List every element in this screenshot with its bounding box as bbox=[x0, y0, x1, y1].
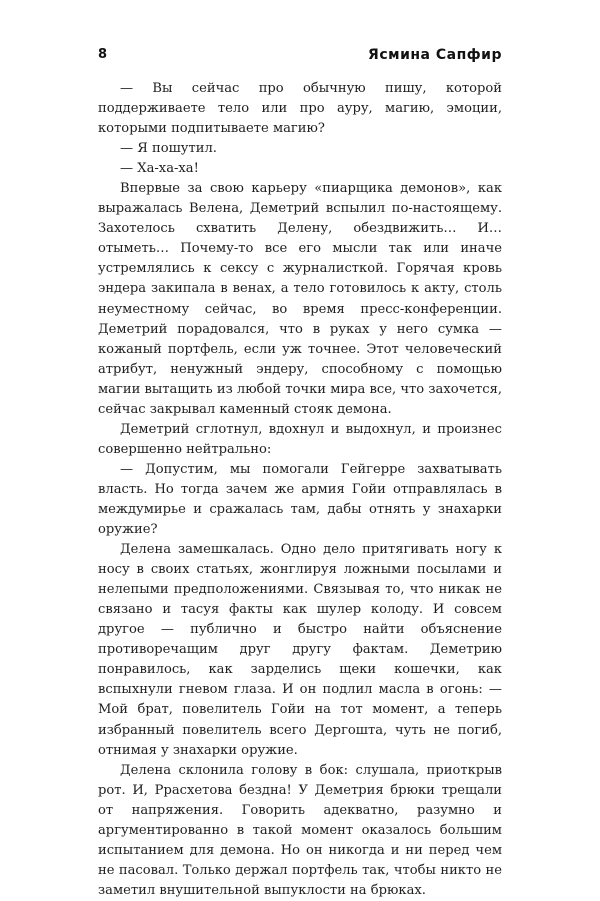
paragraph: Деметрий сглотнул, вдохнул и выдохнул, и произнес совершенно нейтрально: bbox=[98, 421, 502, 457]
page-header bbox=[98, 47, 502, 67]
body-text bbox=[98, 79, 502, 901]
paragraph: — Я пошутил. bbox=[120, 141, 217, 157]
paragraph: — Ха-ха-ха! bbox=[120, 161, 199, 177]
paragraph: — Допустим, мы помогали Гейгерре захватывать власть. Но тогда зачем же армия Гойи отправлялась в междумирье и сражалась там, дабы отнять у знахарки оружие? bbox=[98, 461, 502, 538]
running-title: Ясмина Сапфир bbox=[368, 47, 502, 63]
paragraph: Делена замешкалась. Одно дело притягивать ногу к носу в своих статьях, жонглируя ложными посылами и нелепыми предположениями. Связывая то, что никак не связано и тасуя факты как шулер колоду. И совсем другое — публично и быстро найти объяснение противоречащим друг другу фактам. Деметрию понравилось, как зарделись щеки кошечки, как вспыхнули гневом глаза. И он подлил масла в огонь: — Мой брат, повелитель Гойи на тот момент, а теперь избранный повелитель всего Дергошта, чуть не погиб, отнимая у знахарки оружие. bbox=[98, 542, 502, 758]
paragraph: Впервые за свою карьеру «пиарщика демонов», как выражалась Велена, Деметрий вспылил по-настоящему. Захотелось схватить Делену, обездвижить… И… отыметь… Почему-то все его мысли так или иначе устремлялись к сексу с журналисткой. Горячая кровь эндера закипала в венах, а тело готовилось к акту, столь неуместному сейчас, во время пресс-конференции. Деметрий порадовался, что в руках у него сумка — кожаный портфель, если уж точнее. Этот человеческий атрибут, ненужный эндеру, способному с помощью магии вытащить из любой точки мира все, что захочется, сейчас закрывал каменный стояк демона. bbox=[98, 181, 502, 417]
paragraph: Делена склонила голову в бок: слушала, приоткрыв рот. И, Ррасхетова бездна! У Деметрия брюки трещали от напряжения. Говорить адекватно, разумно и аргументированно в такой момент оказалось большим испытанием для демона. Но он никогда и ни перед чем не пасовал. Только держал портфель так, чтобы никто не заметил внушительной выпуклости на брюках. bbox=[98, 762, 502, 898]
page-number: 8 bbox=[98, 47, 108, 62]
paragraph: — Вы сейчас про обычную пишу, которой поддерживаете тело или про ауру, магию, эмоции, которыми подпитываете магию? bbox=[98, 81, 502, 137]
